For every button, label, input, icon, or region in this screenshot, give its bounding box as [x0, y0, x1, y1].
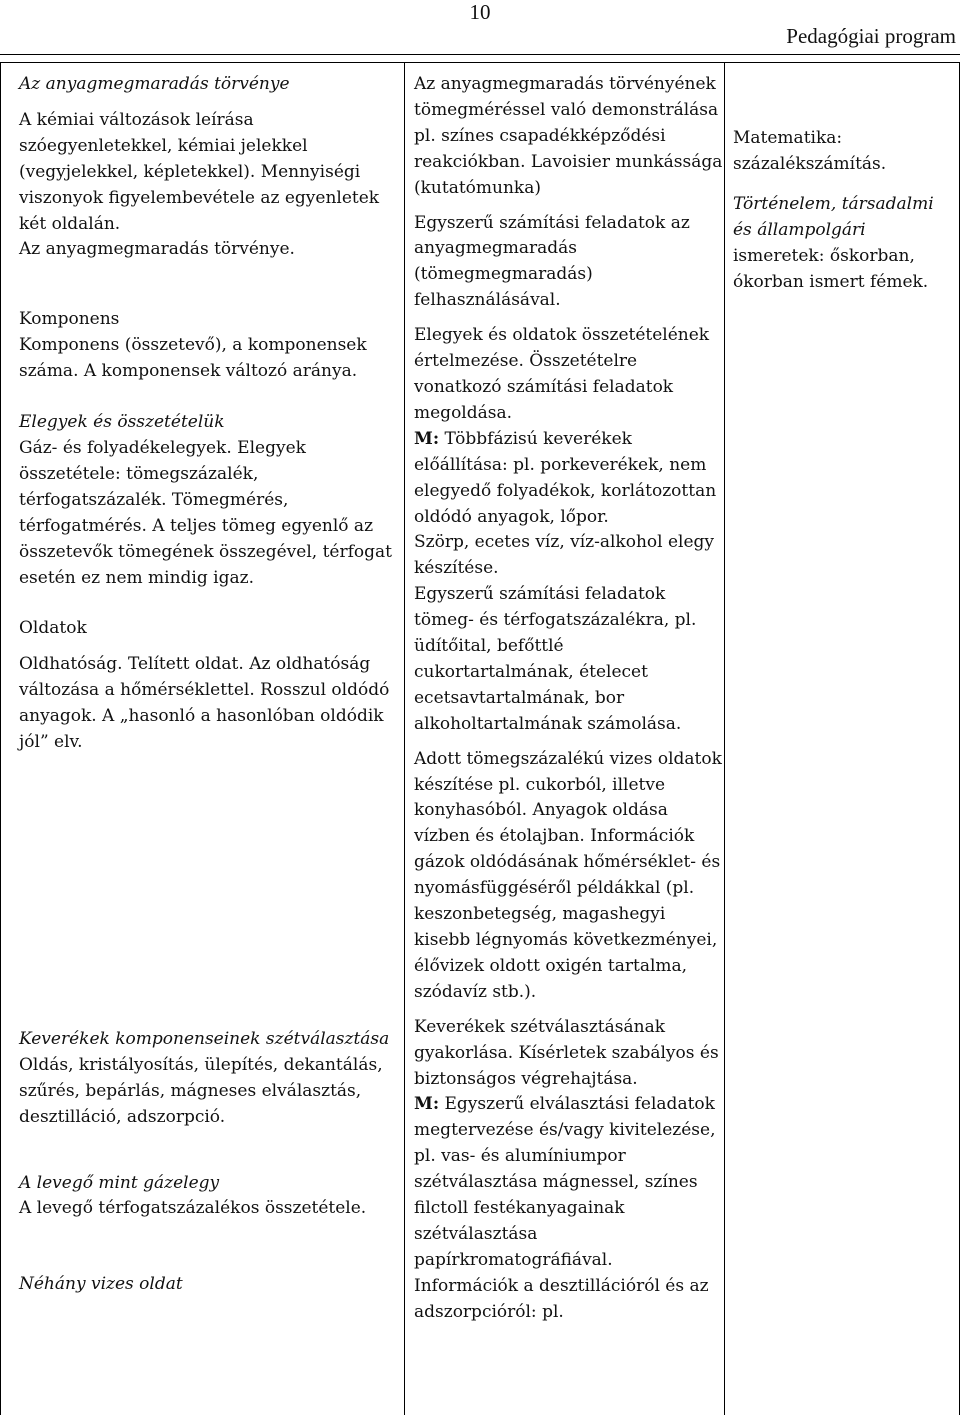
activity-text: Elegyek és oldatok összetételének értelmezése. Összetételre vonatkozó számítási feladatok megoldása. [414, 325, 710, 423]
topic-heading: Keverékek komponenseinek szétválasztása [19, 1028, 390, 1049]
table-top-border [0, 62, 960, 63]
connection-text: ismeretek: őskorban, ókorban ismert fémek. [733, 245, 929, 292]
activity-text [414, 427, 724, 531]
connection-text: Matematika: [733, 128, 843, 148]
topic-heading: Az anyagmegmaradás törvénye [19, 74, 290, 94]
header-rule [0, 54, 960, 55]
activities-column [414, 72, 724, 1326]
topic-text: A levegő térfogatszázalékos összetétele. [19, 1198, 367, 1219]
table-border-left [0, 62, 1, 1415]
topic-heading: A levegő mint gázelegy [19, 1172, 220, 1193]
content-column [19, 72, 403, 1298]
topic-text: Oldhatóság. Telített oldat. Az oldhatóság változása a hőmérséklettel. Rosszul oldódó anyagok. A „hasonló a hasonlóban oldódik jól” elv. [19, 654, 390, 753]
table-divider-2 [724, 62, 725, 1415]
topic-heading: Elegyek és összetételük [19, 412, 225, 433]
topic-text: Oldás, kristályosítás, ülepítés, dekantálás, szűrés, bepárlás, mágneses elválasztás, desztilláció, adszorpció. [19, 1054, 383, 1127]
table-divider-1 [404, 62, 405, 1415]
connection-text: százalékszámítás. [733, 153, 887, 174]
connections-column [733, 126, 957, 295]
topic-heading: Oldatok [19, 618, 87, 639]
topic-text: Az anyagmegmaradás törvénye. [19, 239, 295, 260]
activity-text: Szörp, ecetes víz, víz-alkohol elegy készítése. [414, 532, 715, 579]
running-head: Pedagógiai program [786, 24, 956, 48]
connection-text: Történelem, társadalmi és állampolgári [733, 193, 934, 240]
topic-text: A kémiai változások leírása szóegyenletekkel, kémiai jelekkel (vegyjelekkel, képletekkel). Mennyiségi viszonyok figyelembevétele az egyenletek két oldalán. [19, 109, 380, 234]
activity-text: Egyszerű számítási feladatok az anyagmegmaradás (tömegmegmaradás) felhasználásával. [414, 212, 690, 311]
curriculum-table [0, 62, 960, 1415]
topic-text: Komponens (összetevő), a komponensek száma. A komponensek változó aránya. [19, 335, 367, 382]
activity-text-span: Egyszerű elválasztási feladatok megtervezése és/vagy kivitelezése, pl. vas- és alumíniumpor szétválasztása mágnessel, színes filctoll festékanyagainak szétválasztása papírkromatográfiával. [414, 1094, 716, 1270]
activity-text: Az anyagmegmaradás törvényének tömegméréssel való demonstrálása pl. színes csapadékképződési reakciókban. Lavoisier munkássága (kutatómunka) [414, 74, 723, 198]
page-number: 10 [469, 0, 491, 24]
activity-text: Információk a desztillációról és az adszorpcióról: pl. [414, 1275, 709, 1322]
activity-text [414, 1092, 724, 1273]
activity-text-span: Többfázisú keverékek előállítása: pl. porkeverékek, nem elegyedő folyadékok, korlátozottan oldódó anyagok, lőpor. [414, 428, 717, 527]
topic-heading: Néhány vizes oldat [19, 1274, 183, 1295]
activity-text: Keverékek szétválasztásának gyakorlása. Kísérletek szabályos és biztonságos végrehajtása. [414, 1016, 719, 1089]
topic-heading: Komponens [19, 309, 120, 330]
activity-marker: M: [414, 428, 440, 449]
activity-text: Adott tömegszázalékú vizes oldatok készítése pl. cukorból, illetve konyhasóból. Anyagok oldása vízben és étolajban. Információk gázok oldódásának hőmérséklet- és nyomásfüggéséről példákkal (pl. keszonbetegség, magashegyi kisebb légnyomás következményei, élővizek oldott oxigén tartalma, szódavíz stb.). [414, 748, 722, 1002]
activity-text: Egyszerű számítási feladatok tömeg- és térfogatszázalékra, pl. üdítőital, befőttlé cukortartalmának, ételecet ecetsavtartalmának, bor alkoholtartalmának számolása. [414, 584, 697, 734]
topic-text: Gáz- és folyadékelegyek. Elegyek összetétele: tömegszázalék, térfogatszázalék. Tömegmérés, térfogatmérés. A teljes tömeg egyenlő az összetevők tömegének összegével, térfogat esetén ez nem mindig igaz. [19, 437, 392, 588]
activity-marker: M: [414, 1094, 440, 1115]
